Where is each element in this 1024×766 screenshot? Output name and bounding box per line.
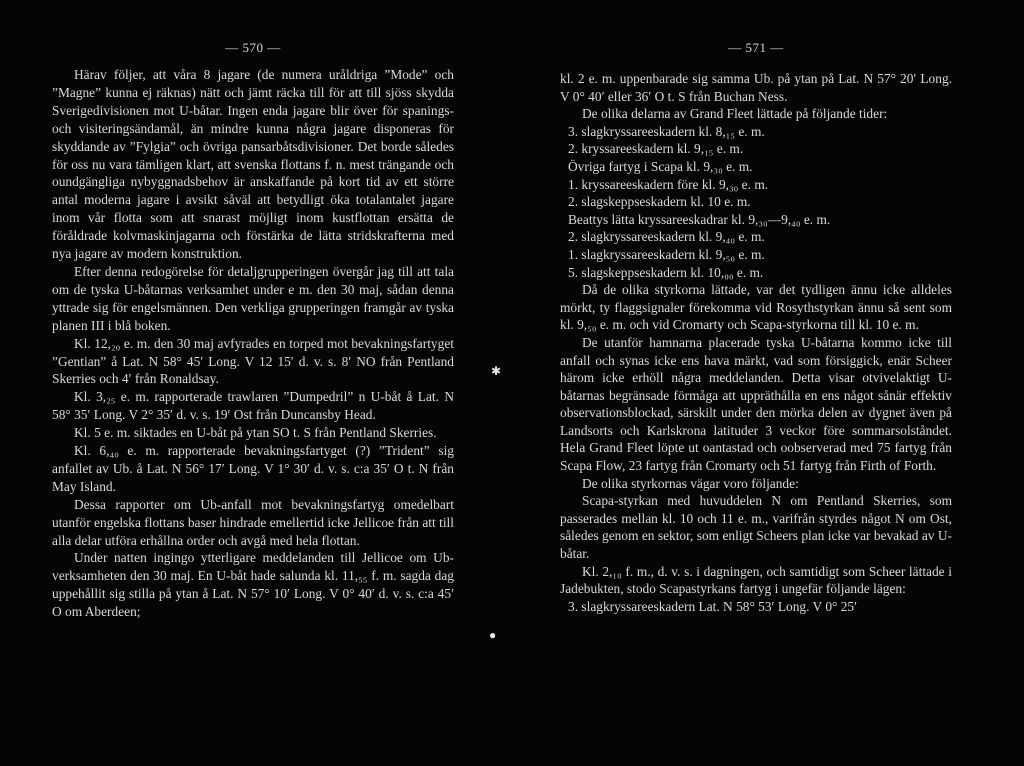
paragraph: Kl. 5 e. m. siktades en U-båt på ytan SO t. S från Pentland Skerries. xyxy=(74,425,437,441)
paragraph: Kl. 2,₁₀ f. m., d. v. s. i dagningen, och samtidigt som Scheer lättade i Jadebukten, stodo Scapastyrkans fartyg i ungefär följande lägen: xyxy=(560,563,952,597)
paragraph: Kl. 6,₄₀ e. m. rapporterade bevakningsfartyget (?) ”Trident” sig anfallet av Ub. å Lat. N 56° 17′ Long. V 1° 30′ d. v. s. c:a 35′ O t. N från May Island. xyxy=(52,443,454,494)
list-item: 1. slagkryssareeskadern kl. 9,₅₀ e. m. xyxy=(568,246,765,262)
paragraph: 3. slagkryssareeskadern Lat. N 58° 53′ Long. V 0° 25′ xyxy=(568,598,858,614)
paragraph: Dessa rapporter om Ub-anfall mot bevakningsfartyg omedelbart utanför engelska flottans baser hindrade emellertid icke Jellicoe från att till alla delar utföra erhållna order och avgå med hela flottan. xyxy=(52,496,454,548)
left-page-text xyxy=(52,66,454,621)
list-item: 1. kryssareeskadern före kl. 9,₃₀ e. m. xyxy=(568,176,769,192)
paragraph: Härav följer, att våra 8 jagare (de numera uråldriga ”Mode” och ”Magne” kunna ej räknas) nätt och jämt räcka till för att till sjöss skydda Sverigedivisionen mot U-båtar. Ingen enda jagare blir över för spanings- och visiteringsändamål, än mindre kunna några jagare disponeras för skyddande av ”Fylgia” och övriga pansarbåtsdivisioner. Det borde således för oss nu vara tämligen klart, att svenska flottans f. n. mest trängande och oundgängliga nybyggnadsbehov är anskaffande på kort tid av ett större antal moderna jagare i avsikt såväl att betydligt öka totalantalet jagare inom vår flotta som att snarast möjligt inom kustflottan ersätta de föråldrade kolvmaskinjagarna och förstärka de lätta stridskrafterna med nya jagare av modern konstruktion. xyxy=(52,67,454,262)
list-item: 2. slagskeppseskadern kl. 10 e. m. xyxy=(568,194,751,210)
page-number: — 570 — xyxy=(225,40,281,55)
paragraph: Scapa-styrkan med huvuddelen N om Pentland Skerries, som passerades mellan kl. 10 och 11 e. m., varifrån styrdes något N om Ost, således genom en sektor, som enligt Scheers plan icke var bevakad av U-båtar. xyxy=(560,493,952,562)
scan-speck: ✱ xyxy=(491,364,502,378)
list-item: 5. slagskeppseskadern kl. 10,₀₀ e. m. xyxy=(568,264,764,280)
page-number: — 571 — xyxy=(728,40,784,55)
paragraph: Då de olika styrkorna lättade, var det tydligen ännu icke alldeles mörkt, ty flaggsignaler förekomma vid Rosythstyrkan ännu så sent som kl. 9,₅₀ e. m. och vid Cromarty och Scapa-styrkorna till kl. 10 e. m. xyxy=(560,282,952,333)
left-page xyxy=(52,0,454,766)
list-item: 2. slagkryssareeskadern kl. 9,₄₀ e. m. xyxy=(568,229,765,245)
paragraph: De utanför hamnarna placerade tyska U-båtarna kommo icke till anfall och synas icke ens hava märkt, vad som försiggick, enär Scheer härom icke erhöll några meddelanden. Detta visar otvivelaktigt U-båtarnas begränsade förmåga att uppräthålla en ens något sånär effektiv observationsblockad, särskilt under den mörka delen av dygnet även på Landsorts och Karlskrona latituder 3 veckor före sommarsolståndet. Hela Grand Fleet löpte ut oantastad och oobserverad med 75 fartyg från Scapa Flow, 23 fartyg från Cromarty och 51 fartyg från Firth of Forth. xyxy=(560,334,952,474)
list-item: 2. kryssareeskadern kl. 9,₁₅ e. m. xyxy=(568,141,744,157)
paragraph: kl. 2 e. m. uppenbarade sig samma Ub. på ytan på Lat. N 57° 20′ Long. V 0° 40′ eller 36′ O t. S från Buchan Ness. xyxy=(560,71,952,104)
paragraph: Efter denna redogörelse för detaljgrupperingen övergår jag till att tala om de tyska U-båtarnas verksamhet under e m. den 30 maj, sådan denna yttrade sig för engelsmännen. Den verkliga grupperingen framgår av tyska planen III i blå boken. xyxy=(52,263,454,333)
list-item: 3. slagkryssareeskadern kl. 8,₁₅ e. m. xyxy=(568,123,765,139)
paragraph: Under natten ingingo ytterligare meddelanden till Jellicoe om Ub-verksamheten den 30 maj. En U-båt hade salunda kl. 11,₅₅ f. m. sagda dag uppehållit sig stilla på ytan å Lat. N 57° 10′ Long. V 0° 40′ d. v. s. c:a 45′ O om Aberdeen; xyxy=(52,550,454,620)
list-heading: De olika delarna av Grand Fleet lättade på följande tider: xyxy=(582,106,888,122)
paragraph: De olika styrkornas vägar voro följande: xyxy=(582,475,799,491)
paragraph: Kl. 12,₂₀ e. m. den 30 maj avfyrades en torped mot bevakningsfartyget ”Gentian” å Lat. N 58° 45′ Long. V 12 15′ d. v. s. 8′ NO från Pentland Skerries och 4′ från Ronaldsay. xyxy=(52,335,454,387)
list-item: Övriga fartyg i Scapa kl. 9,₃₀ e. m. xyxy=(568,158,753,174)
right-page xyxy=(560,0,952,766)
right-page-text xyxy=(560,70,952,615)
paragraph: Kl. 3,₂₅ e. m. rapporterade trawlaren ”Dumpedril” n U-båt å Lat. N 58° 35′ Long. V 2° 35′ d. v. s. 19′ Ost från Duncansby Head. xyxy=(52,389,454,423)
list-item: Beattys lätta kryssareeskadrar kl. 9,₃₀—9,₄₀ e. m. xyxy=(568,211,831,227)
scan-speck: ● xyxy=(489,628,497,642)
